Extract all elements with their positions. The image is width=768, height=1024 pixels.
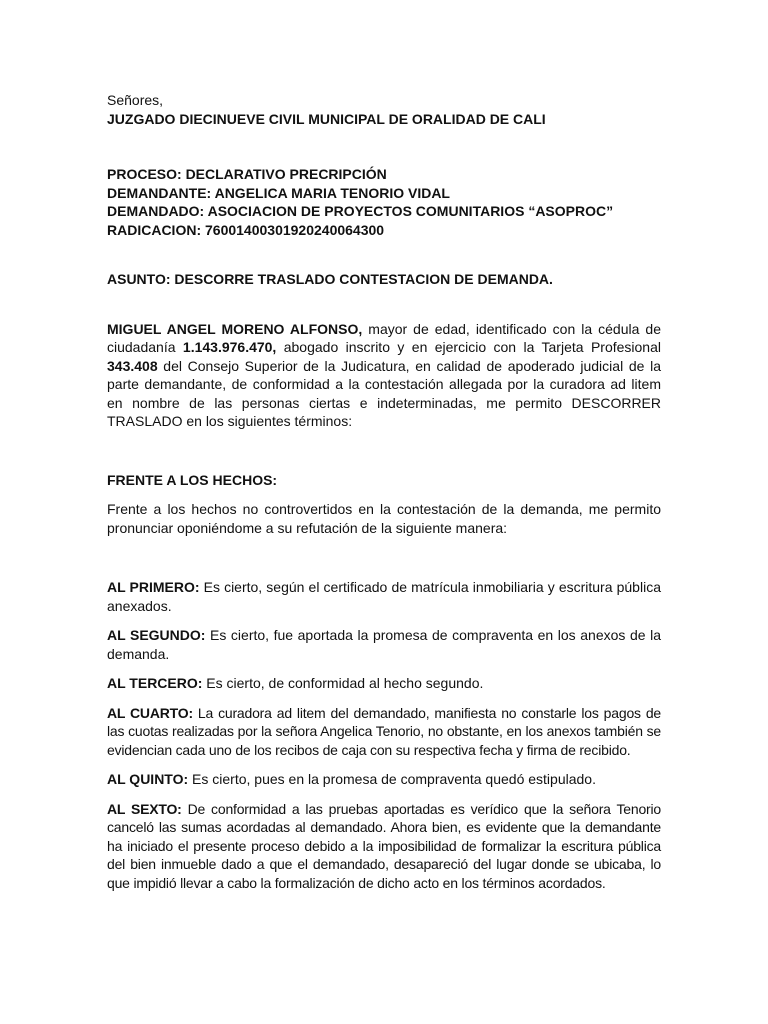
hecho-tercero: AL TERCERO: Es cierto, de conformidad al hecho segundo. [107,675,484,691]
document-body [107,91,661,892]
hechos-heading: FRENTE A LOS HECHOS: [107,471,278,488]
case-radicacion: RADICACION: 76001400301920240064300 [107,221,385,238]
hecho-quinto: AL QUINTO: Es cierto, pues en la promesa de compraventa quedó estipulado. [107,771,596,787]
salutation: Señores, [107,92,164,108]
case-proceso: PROCESO: DECLARATIVO PRECRIPCIÓN [107,166,387,182]
hecho-cuarto: AL CUARTO: La curadora ad litem del demandado, manifiesta no constarle los pagos de las cuotas realizadas por la señora Angelica Tenorio, no obstante, en los anexos también se evidencian cada uno de los recibos de caja con su respectiva fecha y firma de recibido. [107,704,661,758]
hecho-primero: AL PRIMERO: Es cierto, según el certificado de matrícula inmobiliaria y escritura pública anexados. [107,579,661,614]
asunto: ASUNTO: DESCORRE TRASLADO CONTESTACION DE DEMANDA. [107,271,553,287]
case-demandante: DEMANDANTE: ANGELICA MARIA TENORIO VIDAL [107,184,450,201]
hecho-segundo: AL SEGUNDO: Es cierto, fue aportada la promesa de compraventa en los anexos de la demanda. [107,627,661,662]
court-name: JUZGADO DIECINUEVE CIVIL MUNICIPAL DE ORALIDAD DE CALI [107,110,546,127]
hecho-sexto: AL SEXTO: De conformidad a las pruebas aportadas es verídico que la señora Tenorio canceló las sumas acordadas al demandado. Ahora bien, es evidente que la demandante ha iniciado el presente proceso debido a la imposibilidad de formalizar la escritura pública del bien inmueble dado a que el demandado, desapareció del lugar donde se ubicaba, lo que impidió llevar a cabo la formalización de dicho acto en los términos acordados. [107,800,661,891]
case-demandado: DEMANDADO: ASOCIACION DE PROYECTOS COMUNITARIOS “ASOPROC” [107,203,614,219]
intro-paragraph: MIGUEL ANGEL MORENO ALFONSO, mayor de edad, identificado con la cédula de ciudadanía 1.143.976.470, abogado inscrito y en ejercicio con la Tarjeta Profesional 343.408 del Consejo Superior de la Judicatura, en calidad de apoderado judicial de la parte demandante, de conformidad a la contestación allegada por la curadora ad litem en nombre de las personas ciertas e indeterminadas, me permito DESCORRER TRASLADO en los siguientes términos: [107,320,661,429]
hechos-intro: Frente a los hechos no controvertidos en la contestación de la demanda, me permito pronunciar oponiéndome a su refutación de la siguiente manera: [107,501,661,536]
